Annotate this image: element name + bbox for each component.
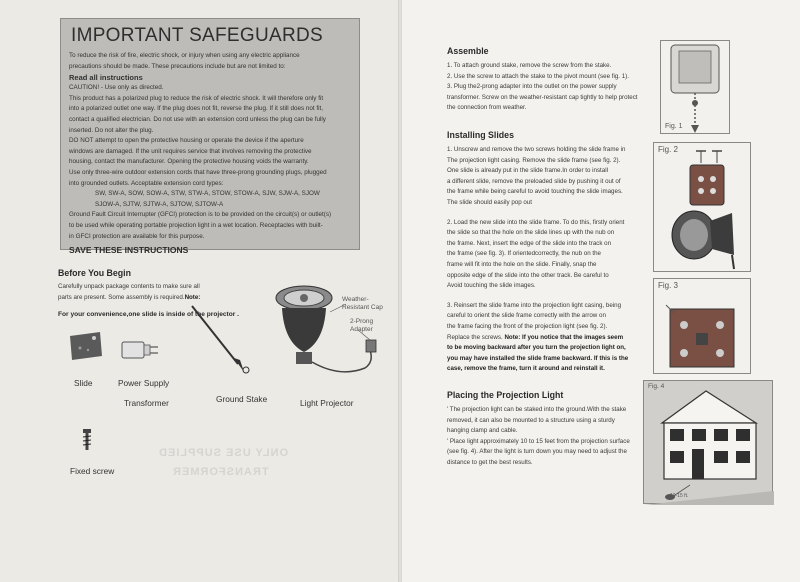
safeguards-line: Use only three-wire outdoor extension cords that have three-prong grounding plugs, plugged <box>69 168 327 176</box>
installing-p3-line: the frame facing the front of the projection light (see fig. 2). <box>447 322 608 330</box>
installing-p2-line: 2. Load the new slide into the slide frame. To do this, firstly orient <box>447 218 625 226</box>
assemble-section <box>447 46 659 114</box>
safeguards-line: This product has a polarized plug to reduce the risk of electric shock. It will therefore only fit <box>69 94 324 102</box>
save-instructions: SAVE THESE INSTRUCTIONS <box>69 245 189 256</box>
safeguards-line: contact a qualified electrician. Do not use with an extension cord unless the plug can be fully <box>69 115 326 123</box>
cap-callout-line-1: Weather- <box>342 296 369 303</box>
installing-p2-line: frame will fit into the hole on the slide. Finally, snap the <box>447 260 597 268</box>
assemble-line: 3. Plug the2-prong adapter into the outlet on the power supply <box>447 83 617 91</box>
fig1-illustration <box>661 41 731 135</box>
installing-p1-line: One slide is already put in the slide frame.In order to install <box>447 167 608 175</box>
gfci-line: to be used while operating portable projection light in a wet location. Receptacles with built- <box>69 221 323 229</box>
installing-p1-line: The slide should easily pop out <box>447 198 532 206</box>
safeguards-line: housing, contact the manufacturer. Opening the protective housing voids the warranty. <box>69 158 309 166</box>
safeguards-intro-1: To reduce the risk of fire, electric shock, or injury when using any electric appliance <box>69 52 300 59</box>
before-heading: Before You Begin <box>58 268 131 278</box>
fig4-label: Fig. 4 <box>648 383 665 390</box>
fig2-illustration <box>654 143 752 273</box>
safeguards-line: into a polarized outlet one way. If the plug does not fit, reverse the plug. If it still does not fit, <box>69 105 324 113</box>
ground-stake-icon <box>186 300 256 380</box>
placing-heading: Placing the Projection Light <box>447 390 564 400</box>
before-line-3: For your convenience,one slide is inside of the projector . <box>58 310 239 318</box>
placing-line: hanging clamp and cable. <box>447 427 518 435</box>
installing-note-line: to be moving backward after you turn the projection light on, <box>447 344 626 352</box>
installing-p2-line: the frame (see fig. 3). If orientedcorrectly, the nub on the <box>447 250 601 258</box>
installing-p1-line: a different slide, remove the preloaded slide by pushing it out of <box>447 177 621 185</box>
assemble-line: the connection from weather. <box>447 104 527 112</box>
figure-4 <box>643 380 773 504</box>
figure-1 <box>660 40 730 134</box>
gfci-line: in GFCI protection are available for this purpose. <box>69 232 205 240</box>
fig3-label: Fig. 3 <box>658 281 679 290</box>
cap-callout <box>342 296 383 312</box>
read-all-heading: Read all instructions <box>69 73 143 83</box>
safeguards-line: CAUTION! - Use only as directed. <box>69 84 164 92</box>
note-bold: Note: If you notice that the images seem <box>504 333 624 341</box>
safeguards-box <box>60 18 360 256</box>
cord-types-line: SJOW-A, SJTW, SJTW-A, SJTOW, SJTOW-A <box>95 200 224 208</box>
installing-p3-line: careful to orient the slide frame correctly with the arrow on <box>447 312 606 320</box>
installing-note-line: case, remove the frame, turn it around and reinstall it. <box>447 365 605 373</box>
assemble-heading: Assemble <box>447 46 489 56</box>
placing-section <box>447 390 659 469</box>
installing-p2-line: the frame. Next, insert the edge of the slide into the track on <box>447 239 612 247</box>
installing-p3-line <box>447 333 659 344</box>
power-supply-label: Power Supply <box>118 378 170 388</box>
safeguards-line: DO NOT attempt to open the protective housing or operate the device if the aperture <box>69 137 304 145</box>
placing-line: removed, it can also be mounted to a structure using a sturdy <box>447 416 615 424</box>
fig4-distance: 10-15 ft. <box>670 493 689 499</box>
placing-line: ' Place light approximately 10 to 15 feet from the projection surface <box>447 437 630 445</box>
cap-callout-line-2: Resistant Cap <box>342 304 383 311</box>
installing-section <box>447 130 659 375</box>
power-supply-icon <box>118 336 162 362</box>
gfci-line: Ground Fault Circuit Interrupter (GFCI) protection is to be provided on the circuit(s) or outlet(s) <box>69 211 332 219</box>
installing-heading: Installing Slides <box>447 130 514 140</box>
slide-icon <box>66 330 106 362</box>
installing-p2-line: the slide so that the hole on the slide lines up with the nub on <box>447 229 615 237</box>
installing-p1-line: 1. Unscrew and remove the two screws holding the slide frame in <box>447 146 626 153</box>
installing-p3-line: 3. Reinsert the slide frame into the projection light casing, being <box>447 301 622 309</box>
safeguards-title: IMPORTANT SAFEGUARDS <box>71 25 323 46</box>
light-projector-label: Light Projector <box>300 398 354 408</box>
placing-line: ' The projection light can be staked into the ground.With the stake <box>447 406 627 413</box>
fixed-screw-label: Fixed screw <box>70 466 115 476</box>
assemble-line: transformer. Screw on the weather-resistant cap tightly to help protect <box>447 93 638 101</box>
safeguards-line: windows are damaged. If the unit requires service that involves removing the protective <box>69 147 312 155</box>
assemble-line: 2. Use the screw to attach the stake to the pivot mount (see fig. 1). <box>447 72 629 80</box>
before-line-2-text: parts are present. Some assembly is required. <box>58 293 185 301</box>
note-label: Note: <box>184 293 201 301</box>
safeguards-line: into grounded outlets. Acceptable extension cord types: <box>69 179 224 187</box>
fig1-label: Fig. 1 <box>665 123 683 130</box>
slide-label: Slide <box>74 378 93 388</box>
fixed-screw-icon <box>78 428 96 452</box>
fig2-label: Fig. 2 <box>658 145 679 154</box>
installing-p1-line: The projection light casing. Remove the slide frame (see fig. 2). <box>447 156 621 164</box>
transformer-label: Transformer <box>124 398 169 408</box>
bleed-through-2: TRANSFORMER <box>172 466 269 478</box>
placing-line: (see fig. 4). After the light is turn down you may need to adjust the <box>447 448 627 456</box>
replace-screws-text: Replace the screws. <box>447 333 503 341</box>
safeguards-line: inserted. Do not alter the plug. <box>69 126 154 134</box>
adapter-callout-line-2: Adapter <box>350 326 373 333</box>
page-fold <box>398 0 402 582</box>
fig3-illustration <box>654 279 752 375</box>
cord-types-line: SW, SW-A, SOW, SOW-A, STW, STW-A, STOW, STOW-A, SJW, SJW-A, SJOW <box>95 190 320 198</box>
fig4-illustration <box>644 381 774 505</box>
placing-line: distance to get the best results. <box>447 458 533 466</box>
installing-p2-line: opposite edge of the slide into the other track. Be careful to <box>447 271 609 279</box>
bleed-through-1: ONLY USE SUPPLIED <box>158 447 289 459</box>
adapter-callout <box>350 318 373 334</box>
installing-p2-line: Avoid touching the slide images. <box>447 282 536 290</box>
installing-p1-line: the frame while being careful to avoid touching the slide images. <box>447 188 623 196</box>
figure-3 <box>653 278 751 374</box>
ground-stake-label: Ground Stake <box>216 394 268 404</box>
installing-note-line: you may have installed the slide frame backward. If this is the <box>447 354 629 362</box>
adapter-callout-line-1: 2-Prong <box>350 318 374 325</box>
safeguards-intro-2: precautions should be made. These precautions include but are not limited to: <box>69 62 286 70</box>
figure-2 <box>653 142 751 272</box>
assemble-line: 1. To attach ground stake, remove the screw from the stake. <box>447 62 612 69</box>
before-line-1: Carefully unpack package contents to make sure all <box>58 283 200 290</box>
